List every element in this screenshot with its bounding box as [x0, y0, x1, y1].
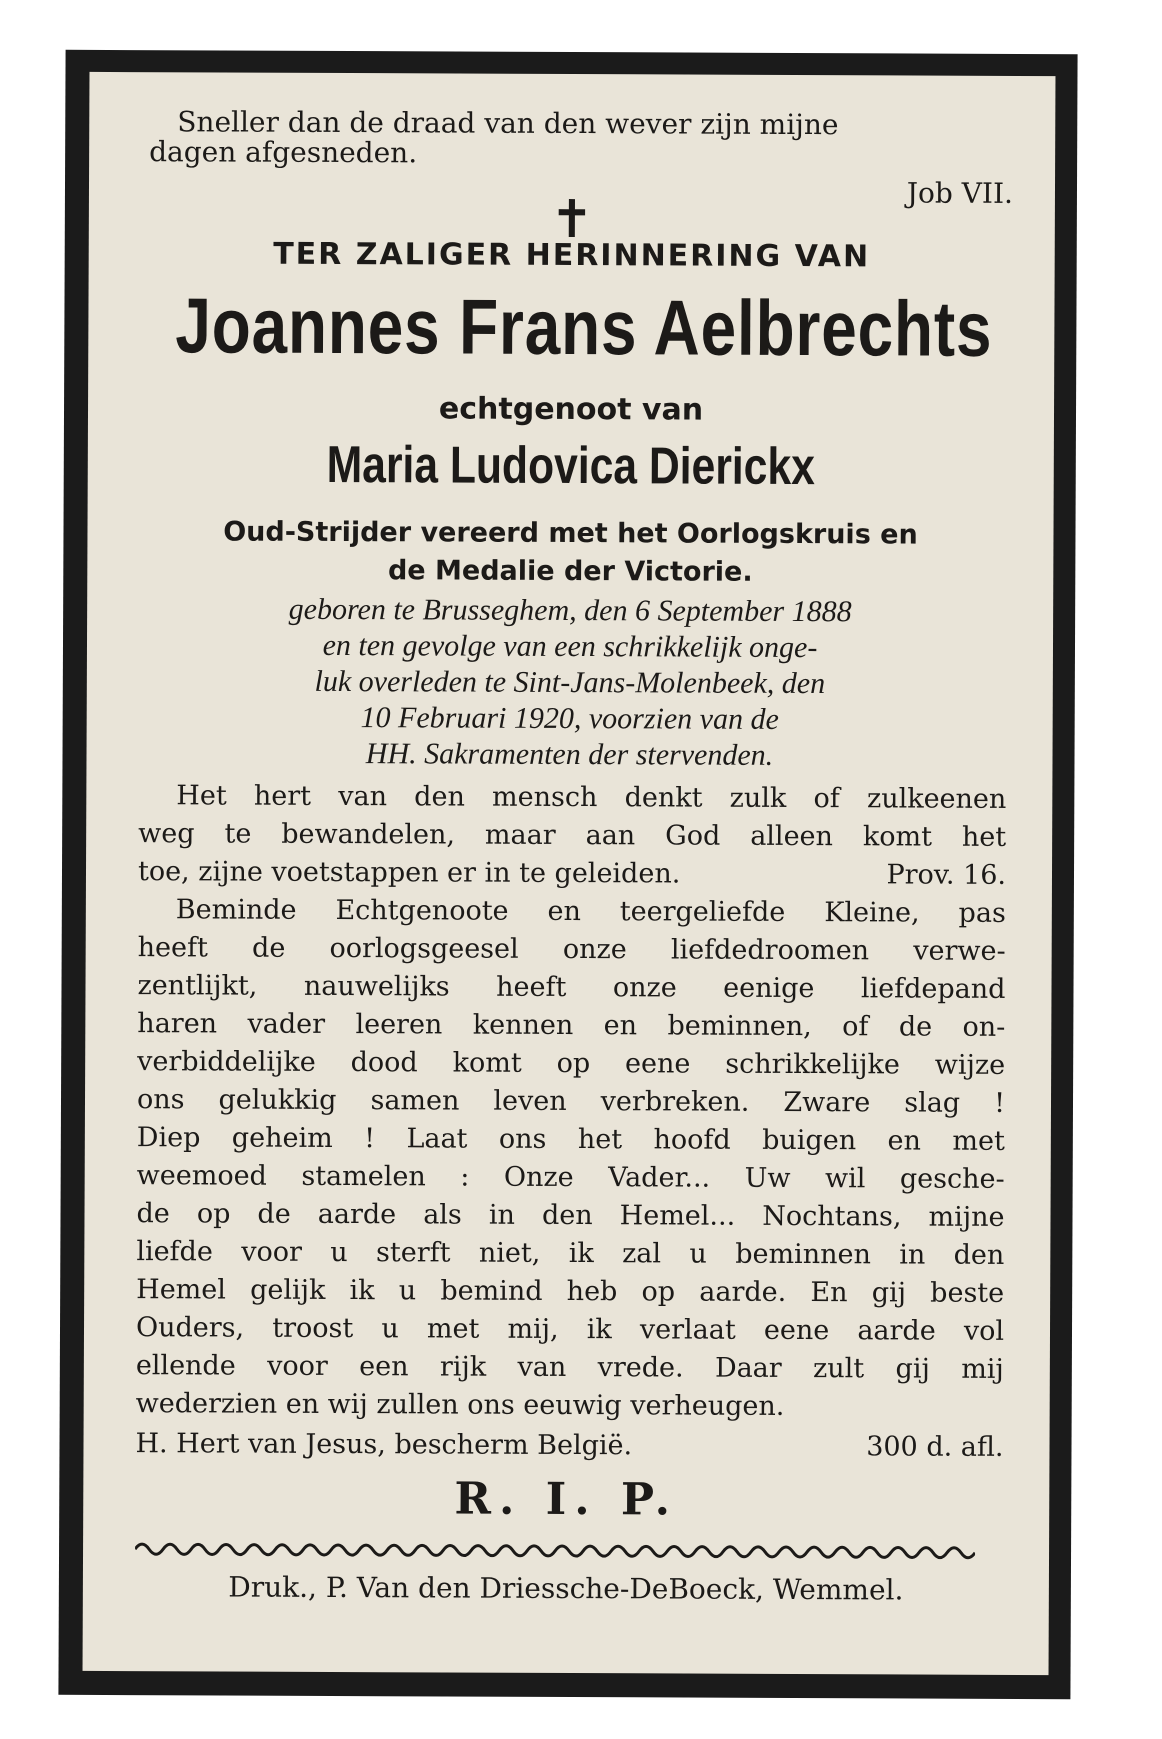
biography-line-4: 10 Februari 1920, voorzien van de [360, 701, 779, 736]
card-paper [83, 72, 1056, 1675]
epigraph [89, 72, 1055, 210]
message-line: haren vader leeren kennen en beminnen, of de on- [137, 1008, 1006, 1043]
honors-line-1: Oud-Strijder vereerd met het Oorlogskruis en [223, 516, 918, 551]
biography-line-2: en ten gevolge van een schrikkelijk onge- [322, 628, 818, 665]
honors-line-2: de Medalie der Victorie. [387, 555, 753, 588]
proverb-line-3-text: toe, zijne voetstappen er in te geleiden. [137, 856, 681, 890]
message-line: Diep geheim ! Laat ons het hoofd buigen en met [136, 1122, 1005, 1157]
prayer-line [135, 1428, 1003, 1463]
wavy-divider [135, 1536, 975, 1566]
memorial-card [58, 50, 1077, 1699]
printer-credit: Druk., P. Van den Driessche-DeBoeck, Wemmel. [228, 1570, 904, 1607]
proverb-reference: Prov. 16. [886, 859, 1007, 891]
proverb-line-1: Het hert van den mensch denkt zulk of zulkeenen [176, 780, 1007, 815]
message-line: weemoed stamelen : Onze Vader... Uw wil gesche- [136, 1160, 1005, 1195]
spouse-label: echtgenoot van [438, 391, 704, 428]
indulgence-note: 300 d. afl. [866, 1431, 1004, 1463]
epigraph-line-1: Sneller dan de draad van den wever zijn mijne [177, 105, 839, 142]
proverb-line-3 [138, 856, 1006, 891]
message-line: verbiddelijke dood komt op eene schrikkelijke wijze [137, 1046, 1006, 1081]
message-line: liefde voor u sterft niet, ik zal u beminnen in den [136, 1236, 1005, 1271]
biography-line-5: HH. Sakramenten der stervenden. [365, 737, 774, 772]
epigraph-reference: Job VII. [906, 176, 1014, 210]
message-line: Ouders, troost u met mij, ik verlaat eene aarde vol [135, 1312, 1005, 1347]
biography-line-1: geboren te Brusseghem, den 6 September 1888 [288, 592, 852, 629]
message-line: ellende voor een rijk van vrede. Daar zult gij mij [135, 1350, 1004, 1385]
message-line: zentlijkt, nauwelijks heeft onze eenige liefdepand [137, 970, 1006, 1005]
deceased-name: Joannes Frans Aelbrechts [175, 281, 993, 373]
epigraph-line-2: dagen afgesneden. [149, 135, 418, 170]
memorial-heading: TER ZALIGER HERINNERING VAN [273, 236, 871, 275]
cross-icon: ✝ [549, 189, 594, 251]
message-line: ons gelukkig samen leven verbreken. Zware slag ! [136, 1084, 1006, 1119]
proverb-line-2: weg te bewandelen, maar aan God alleen komt het [138, 818, 1007, 853]
rip-text: R. I. P. [454, 1473, 679, 1526]
message-line: Beminde Echtgenoote en teergeliefde Kleine, pas [175, 894, 1006, 929]
message-line: de op de aarde als in den Hemel... Nochtans, mijne [136, 1198, 1005, 1233]
spouse-name: Maria Ludovica Dierickx [326, 435, 815, 497]
prayer-text: H. Hert van Jesus, bescherm België. [135, 1428, 633, 1462]
message-line: wederzien en wij zullen ons eeuwig verheugen. [135, 1388, 785, 1422]
message-line: heeft de oorlogsgeesel onze liefdedroomen verwe- [137, 932, 1006, 967]
biography-line-3: luk overleden te Sint-Jans-Molenbeek, den [314, 664, 826, 701]
message-line: Hemel gelijk ik u bemind heb op aarde. En gij beste [136, 1274, 1005, 1309]
